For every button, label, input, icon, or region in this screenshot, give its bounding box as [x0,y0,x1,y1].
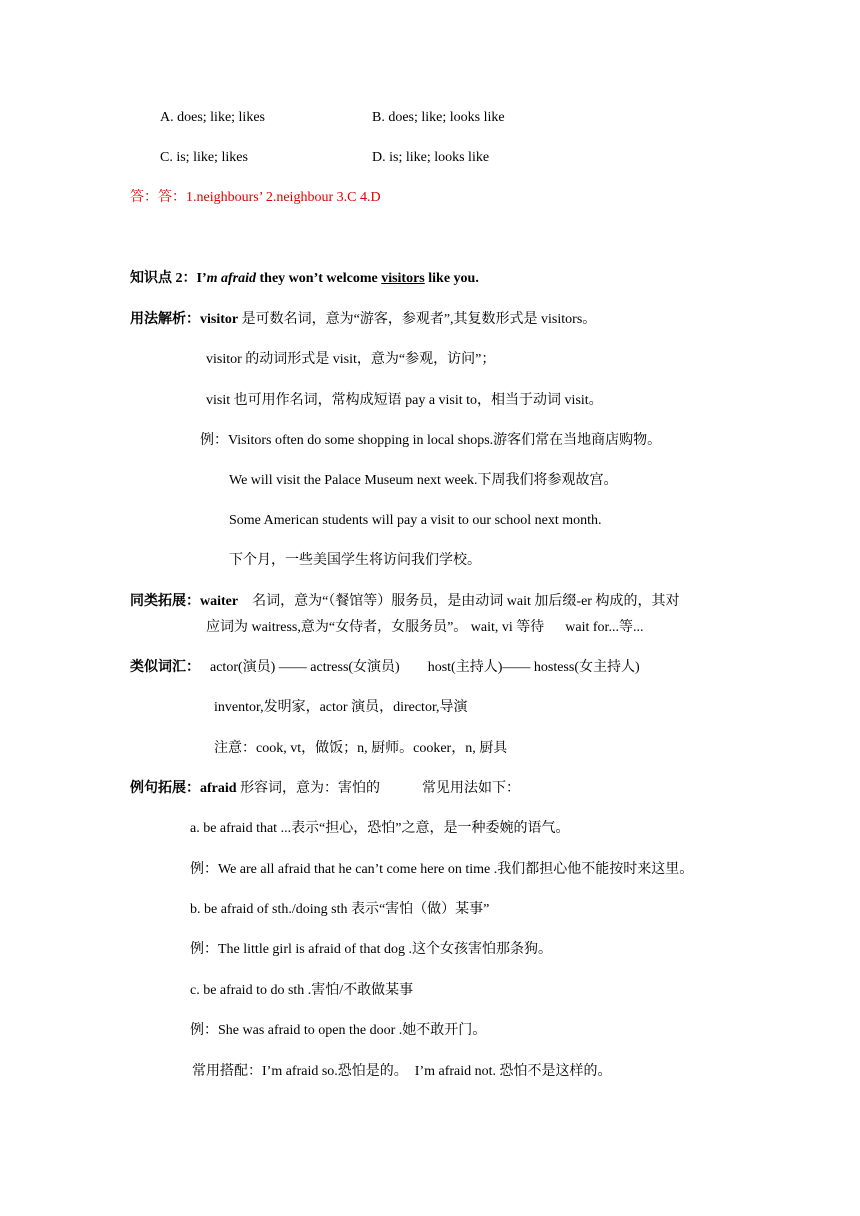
usage-c: c. be afraid to do sth .害怕/不敢做某事 [190,983,414,998]
common-collocation: 常用搭配：I’m afraid so.恐怕是的。 I’m afraid not. 恐怕不是这样的。 [192,1064,612,1079]
vocab-line-2: inventor,发明家，actor 演员，director,导演 [214,700,468,715]
similar-label: 同类拓展： [130,594,200,609]
usage-example-4: 下个月，一些美国学生将访问我们学校。 [229,553,481,568]
similar-line-1 [130,593,679,611]
usage-b-example: 例：The little girl is afraid of that dog .这个女孩害怕那条狗。 [190,942,553,957]
sentence-line-1 [130,780,520,798]
option-d: D. is; like; looks like [372,150,490,165]
usage-b: b. be afraid of sth./doing sth 表示“害怕（做）某事” [190,902,490,917]
usage-example-3: Some American students will pay a visit to our school next month. [229,513,602,528]
kp-text-italic: m afraid [206,271,257,286]
option-c: C. is; like; likes [160,150,248,165]
kp-text-underlined: visitors [381,271,425,286]
usage-keyword: visitor [200,312,239,327]
usage-example-2: We will visit the Palace Museum next week.下周我们将参观故宫。 [229,473,618,488]
usage-label: 用法解析： [130,312,200,327]
answer-line: 答：答：1.neighbours’ 2.neighbour 3.C 4.D [130,190,381,205]
usage-c-example: 例：She was afraid to open the door .她不敢开门。 [190,1023,487,1038]
sentence-text: 形容词，意为：害怕的 常见用法如下： [236,781,521,796]
usage-example-1: 例：Visitors often do some shopping in local shops.游客们常在当地商店购物。 [200,433,662,448]
usage-line-2: visitor 的动词形式是 visit，意为“参观，访问”； [206,352,496,367]
usage-a-example: 例：We are all afraid that he can’t come here on time .我们都担心他不能按时来这里。 [190,862,694,877]
usage-line-1 [130,311,596,329]
kp-text-3: like you. [424,271,479,286]
option-a: A. does; like; likes [160,110,265,125]
sentence-label: 例句拓展： [130,781,200,796]
similar-text: 名词，意为“（餐馆等）服务员，是由动词 wait 加后缀-er 构成的，其对 [238,594,680,609]
similar-line-2: 应词为 waitress,意为“女侍者，女服务员”。 wait, vi 等待 wait for...等... [206,620,644,635]
vocab-line-3: 注意：cook, vt，做饭；n, 厨师。cooker，n, 厨具 [214,741,508,756]
option-b: B. does; like; looks like [372,110,505,125]
usage-text: 是可数名词，意为“游客，参观者”,其复数形式是 visitors。 [238,312,597,327]
kp-text-2: they won’t welcome [256,271,382,286]
kp-text-1: I’ [196,271,207,286]
knowledge-point-heading [130,270,479,288]
vocab-line-1 [130,659,640,677]
usage-line-3: visit 也可用作名词，常构成短语 pay a visit to，相当于动词 visit。 [206,393,603,408]
knowledge-point-label: 知识点 2： [130,271,197,286]
similar-keyword: waiter [200,594,239,609]
vocab-label: 类似词汇： [130,660,200,675]
sentence-keyword: afraid [200,781,237,796]
usage-a: a. be afraid that ...表示“担心，恐怕”之意，是一种委婉的语气。 [190,821,570,836]
vocab-text: actor(演员) —— actress(女演员) host(主持人)—— hostess(女主持人) [210,660,640,675]
